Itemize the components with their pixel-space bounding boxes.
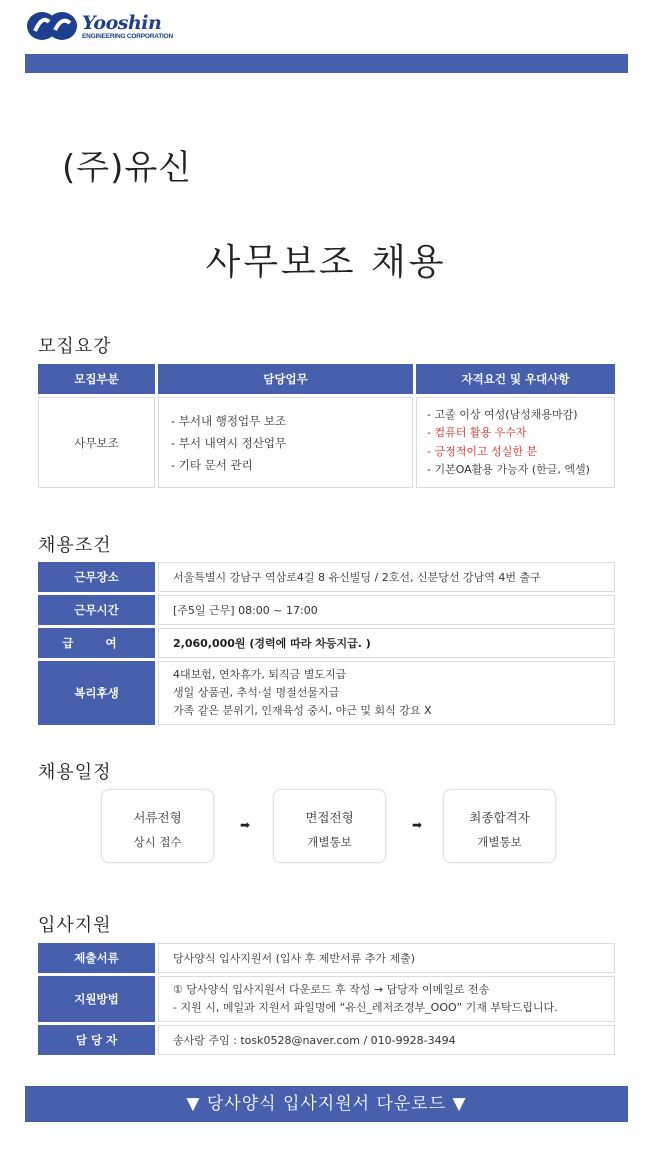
value-hours: [주5일 근무] 08:00 ~ 17:00 xyxy=(158,595,615,625)
conditions-table xyxy=(35,559,618,728)
field-cell: 사무보조 xyxy=(38,397,155,488)
schedule-step-interview xyxy=(273,789,386,863)
method-item: - 지원 시, 메일과 지원서 파일명에 “유신_레저조경부_OOO” 기재 부탁드립니다. xyxy=(173,1001,558,1014)
welfare-item: 가족 같은 분위기, 인재육성 중시, 야근 및 회식 강요 X xyxy=(173,704,432,717)
value-method xyxy=(158,976,615,1022)
section-heading-recruit: 모집요강 xyxy=(38,336,112,357)
schedule-step-document xyxy=(101,789,214,863)
arrow-right-icon: ➡ xyxy=(240,818,251,832)
logo-name: Yooshin xyxy=(82,11,162,34)
label-salary: 급 여 xyxy=(38,628,155,658)
col-header-qualifications: 자격요건 및 우대사항 xyxy=(416,364,615,394)
label-documents: 제출서류 xyxy=(38,943,155,973)
welfare-item: 생일 상품권, 추석·설 명절선물지급 xyxy=(173,686,340,699)
value-documents: 당사양식 입사지원서 (입사 후 제반서류 추가 제출) xyxy=(158,943,615,973)
recruit-table xyxy=(35,361,618,491)
step-title: 최종합격자 xyxy=(469,810,530,825)
header-bar xyxy=(25,54,628,73)
schedule-step-final xyxy=(443,789,556,863)
download-application-button[interactable]: ▼ 당사양식 입사지원서 다운로드 ▼ xyxy=(25,1086,628,1122)
logo-mark-icon xyxy=(26,11,78,41)
label-location: 근무장소 xyxy=(38,562,155,592)
section-heading-apply: 입사지원 xyxy=(38,915,112,936)
duty-item: - 부서 내역시 정산업무 xyxy=(171,435,287,450)
duty-item: - 기타 문서 관리 xyxy=(171,457,253,472)
section-heading-schedule: 채용일정 xyxy=(38,762,112,783)
step-title: 서류전형 xyxy=(133,810,182,825)
welfare-item: 4대보험, 연차휴가, 퇴직금 별도지급 xyxy=(173,668,347,681)
qualification-item: - 컴퓨터 활용 우수자 xyxy=(427,426,527,439)
apply-table xyxy=(35,940,618,1058)
company-name: (주)유신 xyxy=(62,148,193,188)
value-salary: 2,060,000원 (경력에 따라 차등지급. ) xyxy=(158,628,615,658)
value-location: 서울특별시 강남구 역삼로4길 8 유신빌딩 / 2호선, 신분당선 강남역 4번 출구 xyxy=(158,562,615,592)
qualifications-cell xyxy=(416,397,615,488)
step-title: 면접전형 xyxy=(305,810,354,825)
value-welfare xyxy=(158,661,615,725)
label-welfare: 복리후생 xyxy=(38,661,155,725)
qualification-item: - 기본OA활용 가능자 (한글, 엑셀) xyxy=(427,463,590,476)
section-heading-conditions: 채용조건 xyxy=(38,535,112,556)
col-header-duties: 담당업무 xyxy=(158,364,413,394)
value-contact: 송사랑 주임 : tosk0528@naver.com / 010-9928-3494 xyxy=(158,1025,615,1055)
step-desc: 개별통보 xyxy=(307,835,352,849)
qualification-item: - 고졸 이상 여성(남성채용마감) xyxy=(427,407,578,421)
label-method: 지원방법 xyxy=(38,976,155,1022)
label-contact: 담 당 자 xyxy=(38,1025,155,1055)
label-hours: 근무시간 xyxy=(38,595,155,625)
col-header-field: 모집부분 xyxy=(38,364,155,394)
arrow-right-icon: ➡ xyxy=(412,818,423,832)
company-logo[interactable] xyxy=(26,8,173,44)
logo-subtitle: ENGINEERING CORPORATION xyxy=(82,32,173,40)
duties-cell xyxy=(158,397,413,488)
method-item: ① 당사양식 입사지원서 다운로드 후 작성 → 담당자 이메일로 전송 xyxy=(173,983,490,996)
qualification-item: - 긍정적이고 성실한 분 xyxy=(427,444,538,458)
step-desc: 상시 접수 xyxy=(133,835,182,849)
duty-item: - 부서내 행정업무 보조 xyxy=(171,413,287,428)
step-desc: 개별통보 xyxy=(477,835,522,849)
page-title: 사무보조 채용 xyxy=(205,242,447,283)
